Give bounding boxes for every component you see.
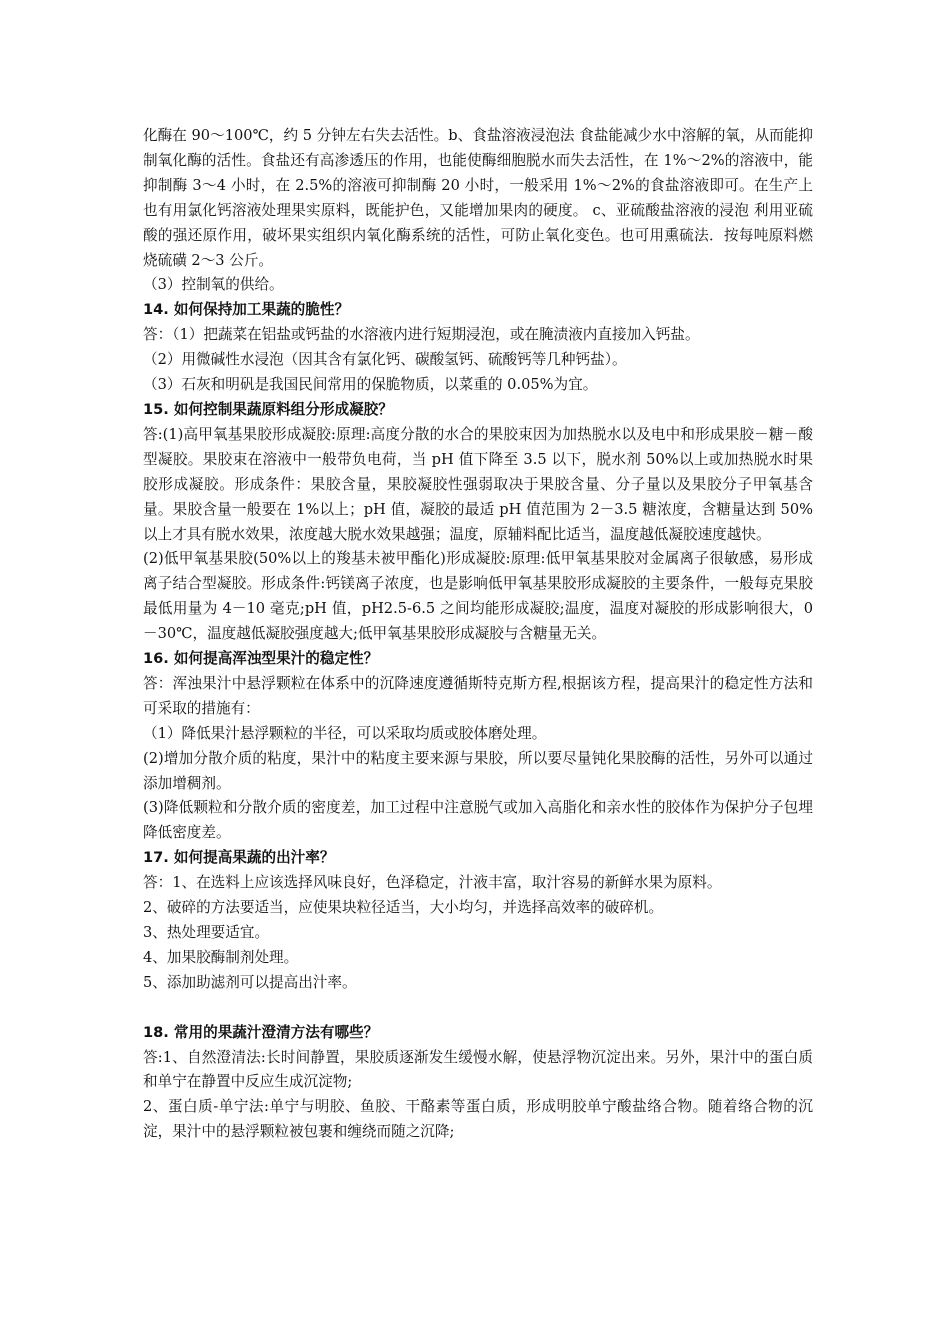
question-17-heading: 17. 如何提高果蔬的出汁率？: [143, 849, 335, 867]
question-16-heading: 16. 如何提高浑浊型果汁的稳定性？: [143, 650, 379, 668]
answer-18-item-1: 答:1、自然澄清法:长时间静置，果胶质逐渐发生缓慢水解，使悬浮物沉淀出来。另外，果汁中的蛋白质和单宁在静置中反应生成沉淀物;: [143, 1048, 813, 1091]
answer-14-line-1: 答：（1）把蔬菜在铝盐或钙盐的水溶液内进行短期浸泡，或在腌渍液内直接加入钙盐。: [143, 326, 700, 344]
answer-17-item-5: 5、添加助滤剂可以提高出汁率。: [143, 973, 357, 991]
answer-17-item-4: 4、加果胶酶制剂处理。: [143, 948, 299, 966]
answer-14-line-3: （3）石灰和明矾是我国民间常用的保脆物质，以菜重的 0.05%为宜。: [143, 376, 598, 394]
answer-16-item-1: （1）降低果汁悬浮颗粒的半径，可以采取均质或胶体磨处理。: [143, 724, 547, 742]
question-18-heading: 18. 常用的果蔬汁澄清方法有哪些？: [143, 1023, 379, 1041]
blank-line: [143, 996, 813, 1021]
answer-16-item-2: (2)增加分散介质的粘度，果汁中的粘度主要来源与果胶，所以要尽量钝化果胶酶的活性，另外可以通过添加增稠剂。: [143, 749, 813, 792]
answer-18-item-2: 2、蛋白质-单宁法:单宁与明胶、鱼胶、干酪素等蛋白质，形成明胶单宁酸盐络合物。随着络合物的沉淀，果汁中的悬浮颗粒被包裹和缠绕而随之沉降;: [143, 1098, 813, 1141]
question-15-heading: 15. 如何控制果蔬原料组分形成凝胶？: [143, 400, 393, 418]
answer-16-item-3: (3)降低颗粒和分散介质的密度差，加工过程中注意脱气或加入高脂化和亲水性的胶体作为保护分子包埋降低密度差。: [143, 799, 813, 842]
question-14-heading: 14. 如何保持加工果蔬的脆性？: [143, 301, 350, 319]
answer-17-item-2: 2、破碎的方法要适当，应使果块粒径适当，大小均匀，并选择高效率的破碎机。: [143, 899, 664, 917]
answer-14-line-2: （2）用微碱性水浸泡（因其含有氯化钙、碳酸氢钙、硫酸钙等几种钙盐）。: [143, 351, 627, 369]
answer-17-item-1: 答：1、在选料上应该选择风味良好，色泽稳定，汁液丰富，取汁容易的新鲜水果为原料。: [143, 874, 722, 892]
paragraph-oxygen-control: （3）控制氧的供给。: [143, 276, 284, 294]
answer-15-low-methoxyl: (2)低甲氧基果胶(50%以上的羧基未被甲酯化)形成凝胶:原理:低甲氧基果胶对金属离子很敏感，易形成离子结合型凝胶。形成条件:钙镁离子浓度，也是影响低甲氧基果胶形成凝胶的主要条件，一般每克果胶最低用量为 4－10 毫克;pH 值，pH2.5-6.5 之间均能形成凝胶;温度，温度对凝胶的形成影响很大，0－30℃，温度越低凝胶强度越大;低甲氧基果胶形成凝胶与含糖量无关。: [143, 550, 813, 643]
answer-16-intro: 答：浑浊果汁中悬浮颗粒在体系中的沉降速度遵循斯特克斯方程,根据该方程，提高果汁的稳定性方法和可采取的措施有：: [143, 674, 813, 717]
answer-15-high-methoxyl: 答:(1)高甲氧基果胶形成凝胶:原理:高度分散的水合的果胶束因为加热脱水以及电中和形成果胶－糖－酸型凝胶。果胶束在溶液中一般带负电荷，当 pH 值下降至 3.5 以下，脱水剂 50%以上或加热脱水时果胶形成凝胶。形成条件：果胶含量，果胶凝胶性强弱取决于果胶含量、分子量以及果胶分子甲氧基含量。果胶含量一般要在 1%以上；pH 值，凝胶的最适 pH 值范围为 2－3.5 糖浓度，含糖量达到 50%以上才具有脱水效果，浓度越大脱水效果越强；温度，原辅料配比适当，温度越低凝胶速度越快。: [143, 425, 813, 543]
document-body: [143, 124, 813, 1145]
answer-17-item-3: 3、热处理要适宜。: [143, 924, 270, 941]
paragraph-browning-methods: 化酶在 90～100℃，约 5 分钟左右失去活性。b、食盐溶液浸泡法 食盐能减少水中溶解的氧，从而能抑制氧化酶的活性。食盐还有高渗透压的作用，也能使酶细胞脱水而失去活性，在 1%～2%的溶液中，能抑制酶 3～4 小时，在 2.5%的溶液可抑制酶 20 小时，一般采用 1%～2%的食盐溶液即可。在生产上也有用氯化钙溶液处理果实原料，既能护色，又能增加果肉的硬度。 c、亚硫酸盐溶液的浸泡 利用亚硫酸的强还原作用，破坏果实组织内氧化酶系统的活性，可防止氧化变色。也可用熏硫法．按每吨原料燃烧硫磺 2～3 公斤。: [143, 127, 813, 269]
